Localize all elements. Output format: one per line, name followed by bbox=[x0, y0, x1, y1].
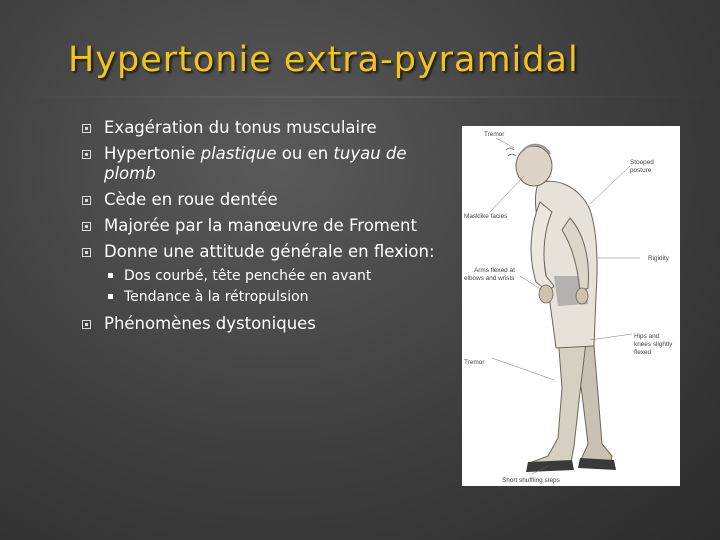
head-shape bbox=[516, 146, 552, 186]
label-hips-line2: knees slightly bbox=[634, 341, 673, 348]
title-divider bbox=[0, 96, 720, 98]
label-stooped: Stooped bbox=[630, 159, 654, 166]
label-hips-line3: flexed bbox=[634, 349, 652, 356]
label-tremor-low: Tremor bbox=[464, 359, 485, 366]
label-rigidity: Rigidity bbox=[648, 255, 669, 262]
sub-bullet-text: Tendance à la rétropulsion bbox=[124, 289, 309, 305]
parkinsonian-posture-illustration bbox=[462, 126, 680, 486]
sub-bullet-item bbox=[82, 289, 442, 306]
bullet-text: Majorée par la manœuvre de Froment bbox=[104, 216, 417, 235]
square-bullet-icon bbox=[82, 248, 91, 257]
bullet-text: Exagération du tonus musculaire bbox=[104, 118, 377, 137]
bullet-text-part: Hypertonie bbox=[104, 144, 201, 163]
square-bullet-icon bbox=[82, 124, 91, 133]
bullet-item bbox=[82, 144, 442, 184]
label-hips-line1: Hips and bbox=[634, 333, 660, 340]
label-posture: posture bbox=[630, 167, 652, 174]
small-square-bullet-icon bbox=[108, 294, 113, 299]
square-bullet-icon bbox=[82, 320, 91, 329]
bullet-item bbox=[82, 190, 442, 210]
bullet-text-italic: plastique bbox=[200, 144, 277, 163]
label-shuffling: Short shuffling steps bbox=[502, 477, 560, 484]
bullet-text: Cède en roue dentée bbox=[104, 190, 278, 209]
bullet-text: Phénomènes dystoniques bbox=[104, 314, 316, 333]
bullet-item bbox=[82, 216, 442, 236]
back-shoe-shape bbox=[578, 458, 616, 470]
bullet-item bbox=[82, 242, 442, 262]
bullet-text-part: ou en bbox=[276, 144, 334, 163]
bullet-item bbox=[82, 118, 442, 138]
slide-title: Hypertonie extra-pyramidal bbox=[68, 40, 579, 80]
sub-bullet-item bbox=[82, 268, 442, 285]
square-bullet-icon bbox=[82, 222, 91, 231]
posture-figure-svg bbox=[462, 126, 680, 486]
front-hand-shape bbox=[539, 285, 553, 303]
back-hand-shape bbox=[576, 288, 588, 304]
label-tremor-top: Tremor bbox=[484, 131, 505, 138]
tremor-mark-icon bbox=[506, 148, 516, 156]
square-bullet-icon bbox=[82, 150, 91, 159]
label-arms-line2: elbows and wrists bbox=[464, 275, 515, 282]
bullet-item bbox=[82, 314, 442, 334]
bullet-list bbox=[82, 118, 442, 340]
bullet-text: Donne une attitude générale en flexion: bbox=[104, 242, 435, 261]
label-masklike: Masklike facies bbox=[464, 213, 508, 220]
bullet-text-italic: tuyau de plomb bbox=[104, 144, 407, 183]
square-bullet-icon bbox=[82, 196, 91, 205]
label-arms-line1: Arms flexed at bbox=[474, 267, 515, 274]
front-shoe-shape bbox=[526, 460, 574, 472]
front-leg-shape bbox=[532, 336, 586, 468]
small-square-bullet-icon bbox=[108, 273, 113, 278]
sub-bullet-text: Dos courbé, tête penchée en avant bbox=[124, 268, 372, 284]
